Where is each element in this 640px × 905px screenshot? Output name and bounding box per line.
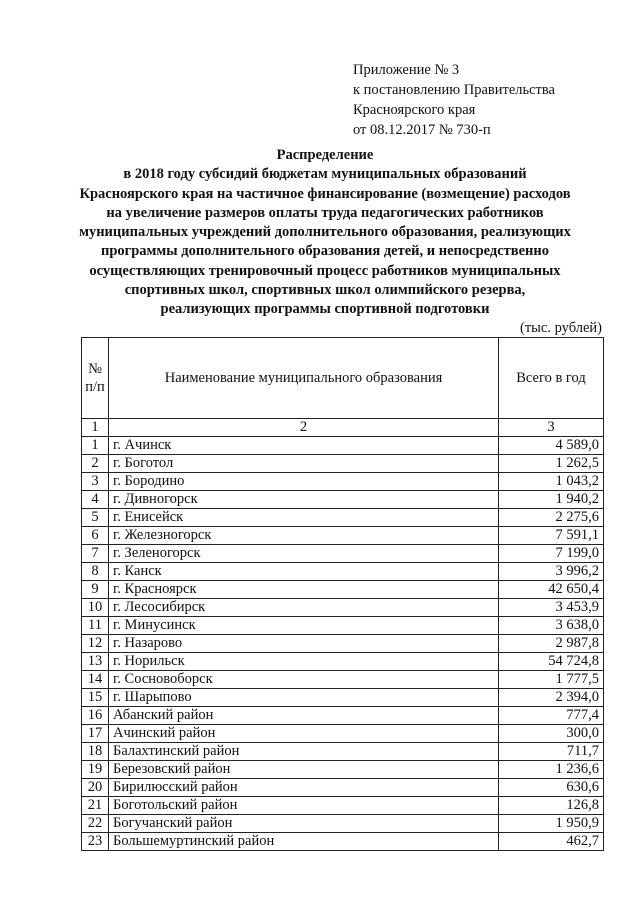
- row-number: 2: [82, 455, 109, 473]
- table-row: [82, 455, 604, 473]
- row-total: 7 199,0: [499, 545, 604, 563]
- title-line: муниципальных учреждений дополнительного образования, реализующих: [79, 224, 571, 241]
- title-line: на увеличение размеров оплаты труда педагогических работников: [106, 204, 544, 221]
- row-total: 300,0: [499, 725, 604, 743]
- row-name: г. Дивногорск: [109, 491, 499, 509]
- header-name: Наименование муниципального образования: [109, 338, 499, 419]
- row-number: 8: [82, 563, 109, 581]
- distribution-table: [81, 337, 604, 851]
- table-row: [82, 743, 604, 761]
- row-number: 18: [82, 743, 109, 761]
- row-total: 1 043,2: [499, 473, 604, 491]
- row-number: 5: [82, 509, 109, 527]
- table-row: [82, 653, 604, 671]
- table-row: [82, 473, 604, 491]
- table-header-row: [82, 338, 604, 419]
- row-number: 7: [82, 545, 109, 563]
- column-number: 1: [82, 419, 109, 437]
- row-total: 1 236,6: [499, 761, 604, 779]
- unit-label: (тыс. рублей): [520, 320, 602, 336]
- row-total: 711,7: [499, 743, 604, 761]
- row-name: г. Канск: [109, 563, 499, 581]
- header-number-line2: п/п: [85, 379, 105, 395]
- row-name: Абанский район: [109, 707, 499, 725]
- column-numbers-row: [82, 419, 604, 437]
- appendix-line: Красноярского края: [353, 102, 476, 118]
- table-row: [82, 815, 604, 833]
- row-number: 10: [82, 599, 109, 617]
- row-total: 1 777,5: [499, 671, 604, 689]
- row-total: 462,7: [499, 833, 604, 851]
- header-number-line1: №: [88, 361, 102, 377]
- row-name: Боготольский район: [109, 797, 499, 815]
- row-total: 3 638,0: [499, 617, 604, 635]
- row-number: 16: [82, 707, 109, 725]
- row-name: Ачинский район: [109, 725, 499, 743]
- row-total: 2 987,8: [499, 635, 604, 653]
- row-total: 630,6: [499, 779, 604, 797]
- row-number: 21: [82, 797, 109, 815]
- row-name: г. Шарыпово: [109, 689, 499, 707]
- appendix-line: от 08.12.2017 № 730-п: [353, 122, 491, 138]
- row-number: 11: [82, 617, 109, 635]
- row-name: Бирилюсский район: [109, 779, 499, 797]
- title-line: осуществляющих тренировочный процесс работников муниципальных: [89, 262, 561, 279]
- table-row: [82, 707, 604, 725]
- row-total: 2 394,0: [499, 689, 604, 707]
- document-title: [60, 146, 590, 320]
- row-name: г. Боготол: [109, 455, 499, 473]
- table-row: [82, 761, 604, 779]
- table-row: [82, 437, 604, 455]
- title-line: спортивных школ, спортивных школ олимпийского резерва,: [124, 282, 526, 299]
- row-total: 54 724,8: [499, 653, 604, 671]
- row-total: 2 275,6: [499, 509, 604, 527]
- header-number: [82, 338, 109, 419]
- row-total: 3 453,9: [499, 599, 604, 617]
- row-total: 7 591,1: [499, 527, 604, 545]
- row-name: г. Енисейск: [109, 509, 499, 527]
- row-number: 1: [82, 437, 109, 455]
- table-row: [82, 635, 604, 653]
- row-total: 1 950,9: [499, 815, 604, 833]
- title-line: Распределение: [276, 147, 374, 163]
- table-row: [82, 779, 604, 797]
- row-name: г. Красноярск: [109, 581, 499, 599]
- row-number: 19: [82, 761, 109, 779]
- row-number: 12: [82, 635, 109, 653]
- row-number: 13: [82, 653, 109, 671]
- table-row: [82, 545, 604, 563]
- table-row: [82, 509, 604, 527]
- row-total: 126,8: [499, 797, 604, 815]
- row-number: 15: [82, 689, 109, 707]
- appendix-block: [353, 60, 555, 140]
- row-name: г. Сосновоборск: [109, 671, 499, 689]
- table-row: [82, 797, 604, 815]
- row-name: Березовский район: [109, 761, 499, 779]
- table-row: [82, 833, 604, 851]
- column-number: 2: [109, 419, 499, 437]
- table-row: [82, 617, 604, 635]
- column-number: 3: [499, 419, 604, 437]
- row-total: 1 940,2: [499, 491, 604, 509]
- row-total: 42 650,4: [499, 581, 604, 599]
- row-name: г. Норильск: [109, 653, 499, 671]
- row-number: 3: [82, 473, 109, 491]
- row-number: 20: [82, 779, 109, 797]
- row-number: 23: [82, 833, 109, 851]
- title-line: программы дополнительного образования детей, и непосредственно: [100, 243, 550, 260]
- row-total: 4 589,0: [499, 437, 604, 455]
- row-number: 17: [82, 725, 109, 743]
- row-number: 22: [82, 815, 109, 833]
- table-row: [82, 581, 604, 599]
- row-name: г. Зеленогорск: [109, 545, 499, 563]
- row-name: г. Минусинск: [109, 617, 499, 635]
- header-total: Всего в год: [499, 338, 604, 419]
- row-number: 14: [82, 671, 109, 689]
- table-row: [82, 671, 604, 689]
- row-name: Большемуртинский район: [109, 833, 499, 851]
- row-total: 777,4: [499, 707, 604, 725]
- row-total: 1 262,5: [499, 455, 604, 473]
- title-line: Красноярского края на частичное финансирование (возмещение) расходов: [79, 185, 571, 202]
- row-name: г. Лесосибирск: [109, 599, 499, 617]
- row-number: 9: [82, 581, 109, 599]
- row-name: г. Бородино: [109, 473, 499, 491]
- row-name: г. Ачинск: [109, 437, 499, 455]
- table-row: [82, 599, 604, 617]
- row-name: г. Железногорск: [109, 527, 499, 545]
- table-row: [82, 491, 604, 509]
- row-name: г. Назарово: [109, 635, 499, 653]
- row-name: Балахтинский район: [109, 743, 499, 761]
- appendix-line: к постановлению Правительства: [353, 82, 555, 98]
- table-row: [82, 563, 604, 581]
- title-line: реализующих программы спортивной подготовки: [160, 301, 490, 318]
- appendix-line: Приложение № 3: [353, 62, 460, 78]
- table-row: [82, 689, 604, 707]
- row-number: 4: [82, 491, 109, 509]
- table-row: [82, 725, 604, 743]
- row-name: Богучанский район: [109, 815, 499, 833]
- row-total: 3 996,2: [499, 563, 604, 581]
- table-row: [82, 527, 604, 545]
- row-number: 6: [82, 527, 109, 545]
- title-line: в 2018 году субсидий бюджетам муниципальных образований: [123, 166, 527, 183]
